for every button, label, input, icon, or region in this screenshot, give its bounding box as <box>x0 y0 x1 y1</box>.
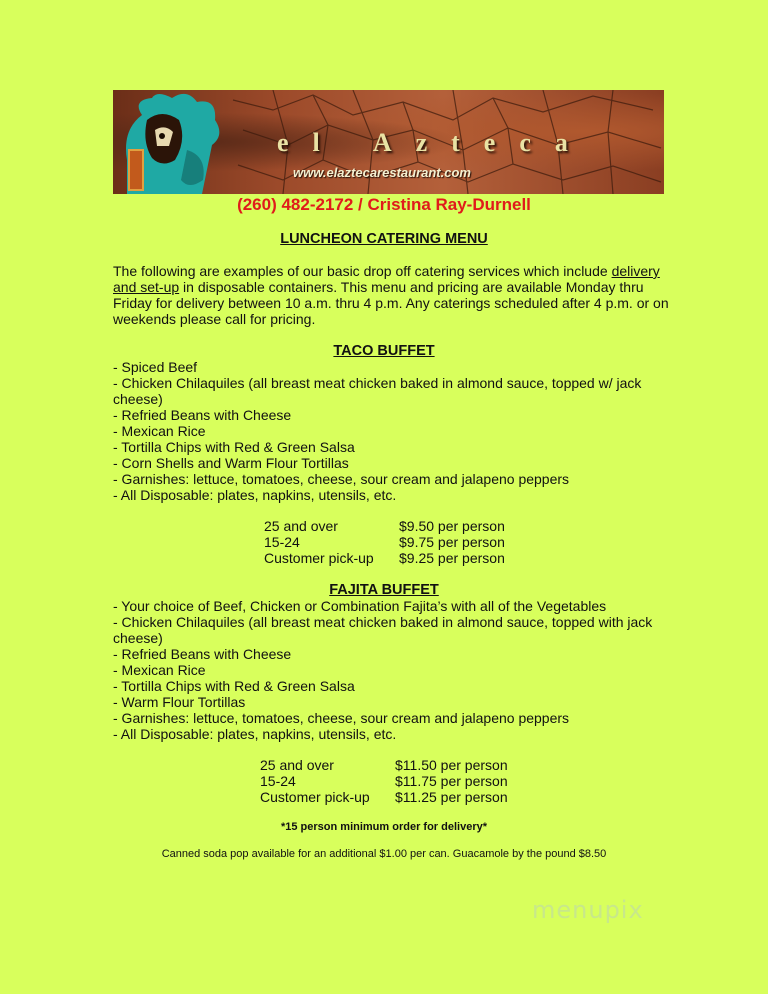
price-label: Customer pick-up <box>260 789 370 805</box>
price-label: 25 and over <box>260 757 334 773</box>
taco-price-table <box>264 518 505 566</box>
list-item: - Mexican Rice <box>113 423 206 439</box>
list-item: - All Disposable: plates, napkins, utensils, etc. <box>113 487 397 503</box>
table-row <box>260 757 508 773</box>
price-value: $11.50 per person <box>395 757 508 773</box>
extras-note: Canned soda pop available for an additional $1.00 per can. Guacamole by the pound $8.50 <box>161 848 607 860</box>
intro-text-start: The following are examples of our basic drop off catering services which include <box>113 263 612 279</box>
intro-text-end: in disposable containers. This menu and pricing are available Monday thru Friday for delivery between 10 a.m. thru 4 p.m. Any caterings scheduled after 4 p.m. or on weekends please call for pricing. <box>113 279 669 327</box>
fajita-buffet-heading: FAJITA BUFFET <box>329 582 439 598</box>
price-value: $9.25 per person <box>399 550 505 566</box>
list-item: - Chicken Chilaquiles (all breast meat chicken baked in almond sauce, topped with jack cheese) <box>113 614 653 646</box>
list-item: - Tortilla Chips with Red & Green Salsa <box>113 678 355 694</box>
list-item: - Refried Beans with Cheese <box>113 646 292 662</box>
menupix-watermark: menupix <box>532 896 644 924</box>
list-item: - Garnishes: lettuce, tomatoes, cheese, sour cream and jalapeno peppers <box>113 471 570 487</box>
price-value: $9.75 per person <box>399 534 505 550</box>
list-item: - Garnishes: lettuce, tomatoes, cheese, sour cream and jalapeno peppers <box>113 710 570 726</box>
table-row <box>260 789 508 805</box>
list-item: - All Disposable: plates, napkins, utensils, etc. <box>113 726 397 742</box>
price-value: $11.75 per person <box>395 773 508 789</box>
table-row <box>264 550 505 566</box>
taco-item-list <box>113 359 673 503</box>
intro-underlined: delivery and set-up <box>113 263 660 295</box>
intro-paragraph <box>113 263 673 327</box>
fajita-item-list <box>113 598 673 742</box>
brand-name: el Azteca <box>277 128 592 157</box>
fajita-price-table <box>260 757 508 805</box>
list-item: - Corn Shells and Warm Flour Tortillas <box>113 455 349 471</box>
minimum-order-note: *15 person minimum order for delivery* <box>280 821 487 833</box>
list-item: - Mexican Rice <box>113 662 206 678</box>
table-row <box>260 773 508 789</box>
taco-buffet-heading: TACO BUFFET <box>333 343 435 359</box>
price-label: 25 and over <box>264 518 338 534</box>
price-label: Customer pick-up <box>264 550 374 566</box>
list-item: - Refried Beans with Cheese <box>113 407 292 423</box>
website-url[interactable]: www.elaztecarestaurant.com <box>293 165 471 180</box>
table-row <box>264 518 505 534</box>
list-item: - Tortilla Chips with Red & Green Salsa <box>113 439 355 455</box>
price-label: 15-24 <box>260 773 296 789</box>
price-value: $9.50 per person <box>399 518 505 534</box>
price-label: 15-24 <box>264 534 300 550</box>
list-item: - Warm Flour Tortillas <box>113 694 246 710</box>
list-item: - Your choice of Beef, Chicken or Combination Fajita’s with all of the Vegetables <box>113 598 607 614</box>
price-value: $11.25 per person <box>395 789 508 805</box>
contact-line: (260) 482-2172 / Cristina Ray-Durnell <box>237 195 531 214</box>
restaurant-banner <box>113 90 664 194</box>
list-item: - Spiced Beef <box>113 359 198 375</box>
aztec-warrior-icon <box>117 90 229 194</box>
table-row <box>264 534 505 550</box>
page-title: LUNCHEON CATERING MENU <box>280 231 488 247</box>
list-item: - Chicken Chilaquiles (all breast meat chicken baked in almond sauce, topped w/ jack cheese) <box>113 375 642 407</box>
